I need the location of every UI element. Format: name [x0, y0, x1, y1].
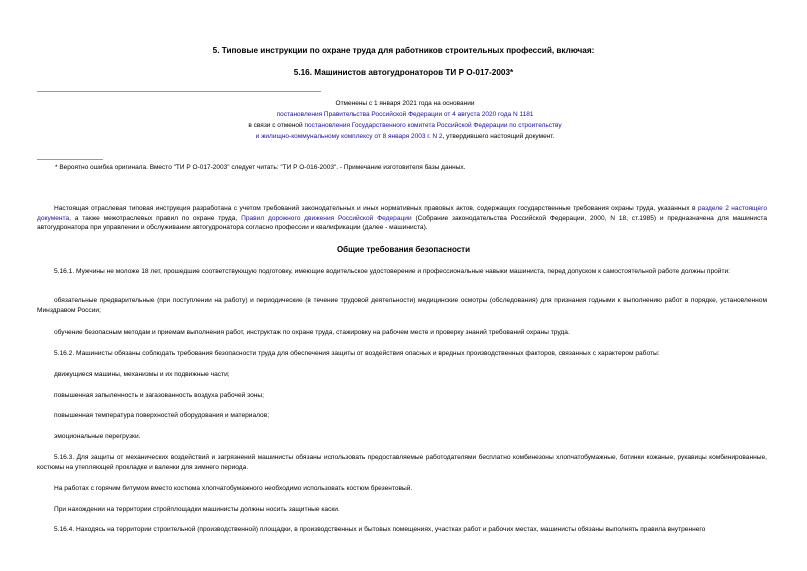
section-2-link[interactable]: разделе 2 настоящего документа	[37, 205, 768, 222]
cancellation-notice	[180, 99, 630, 143]
footnote-divider	[37, 159, 103, 160]
divider-line	[37, 91, 321, 92]
gosstroy-decree-link[interactable]: постановления Государственного комитета Российской Федерации по строительству	[304, 121, 562, 129]
traffic-rules-link[interactable]: Правил дорожного движения Российской Федерации	[241, 214, 412, 222]
list-item: движущиеся машины, механизмы и их подвижные части;	[54, 371, 230, 378]
paragraph: обучение безопасным методам и приемам выполнения работ, инструктаж по охране труда, стажировку на рабочем месте и проверку знаний требований охраны труда.	[54, 329, 570, 336]
cancellation-text: в связи с отменой	[248, 121, 305, 129]
list-item: эмоциональные перегрузки.	[54, 433, 141, 440]
cancellation-text: , утвердившего настоящий документ.	[442, 132, 555, 140]
list-item: повышенная запыленность и загазованность воздуха рабочей зоны;	[54, 392, 264, 399]
document-title: 5. Типовые инструкции по охране труда для работников строительных профессий, включая:	[212, 46, 595, 55]
section-heading: Общие требования безопасности	[336, 245, 471, 254]
paragraph: 5.16.3. Для защиты от механических воздействий и загрязнений машинисты обязаны использовать предоставляемые работодателями бесплатно комбинезоны хлопчатобумажные, ботинки кожаные, рукавицы комбинированные, костюмы на утепляющей прокладке и валенки для зимнего периода.	[37, 454, 767, 471]
document-subtitle: 5.16. Машинистов автогудронаторов ТИ Р О-017-2003*	[293, 68, 514, 77]
paragraph: обязательные предварительные (при поступлении на работу) и периодические (в течение трудовой деятельности) медицинские осмотры (обследования) для признания годными к выполнению работ в порядке, установленном Минздравом России;	[37, 297, 767, 314]
intro-paragraph: Настоящая отраслевая типовая инструкция разработана с учетом требований законодательных и иных нормативных правовых актов, содержащих государственные требования охраны труда, указанных в разделе 2 настоящего документа, а также межотраслевых правил по охране труда, Правил дорожного движения Российской Федерации (Собрание законодательства Российской Федерации, 2000, N 18, ст.1985) и предназначена для машиниста автогудронатора при управлении и обслуживании автогудронатора согласно профессии и квалификации (далее - машиниста).	[37, 205, 768, 232]
paragraph: При нахождении на территории стройплощадки машинисты должны носить защитные каски.	[54, 506, 340, 513]
footnote: * Вероятно ошибка оригинала. Вместо "ТИ Р О-017-2003" следует читать: "ТИ Р О-016-2003". - Примечание изготовителя базы данных.	[55, 164, 466, 171]
government-decree-link[interactable]: постановления Правительства Российской Федерации от 4 августа 2020 года N 1181	[276, 110, 534, 118]
list-item: повышенная температура поверхностей оборудования и материалов;	[54, 412, 270, 419]
cancellation-line: Отменены с 1 января 2021 года на основании	[335, 100, 475, 107]
paragraph: На работах с горячим битумом вместо костюма хлопчатобумажного необходимо использовать костюм брезентовый.	[54, 485, 413, 492]
paragraph: 5.16.4. Находясь на территории строительной (производственной) площадки, в производственных и бытовых помещениях, участках работ и рабочих местах, машинисты обязаны выполнять правила внутреннего	[54, 526, 706, 533]
paragraph: 5.16.2. Машинисты обязаны соблюдать требования безопасности труда для обеспечения защиты от воздействия опасных и вредных производственных факторов, связанных с характером работы:	[54, 350, 660, 357]
gosstroy-decree-link-continued[interactable]: и жилищно-коммунальному комплексу от 8 января 2003 г. N 2	[255, 132, 443, 140]
paragraph: 5.16.1. Мужчины не моложе 18 лет, прошедшие соответствующую подготовку, имеющие водительское удостоверение и профессиональные навыки машиниста, перед допуском к самостоятельной работе должны пройти:	[54, 268, 730, 275]
